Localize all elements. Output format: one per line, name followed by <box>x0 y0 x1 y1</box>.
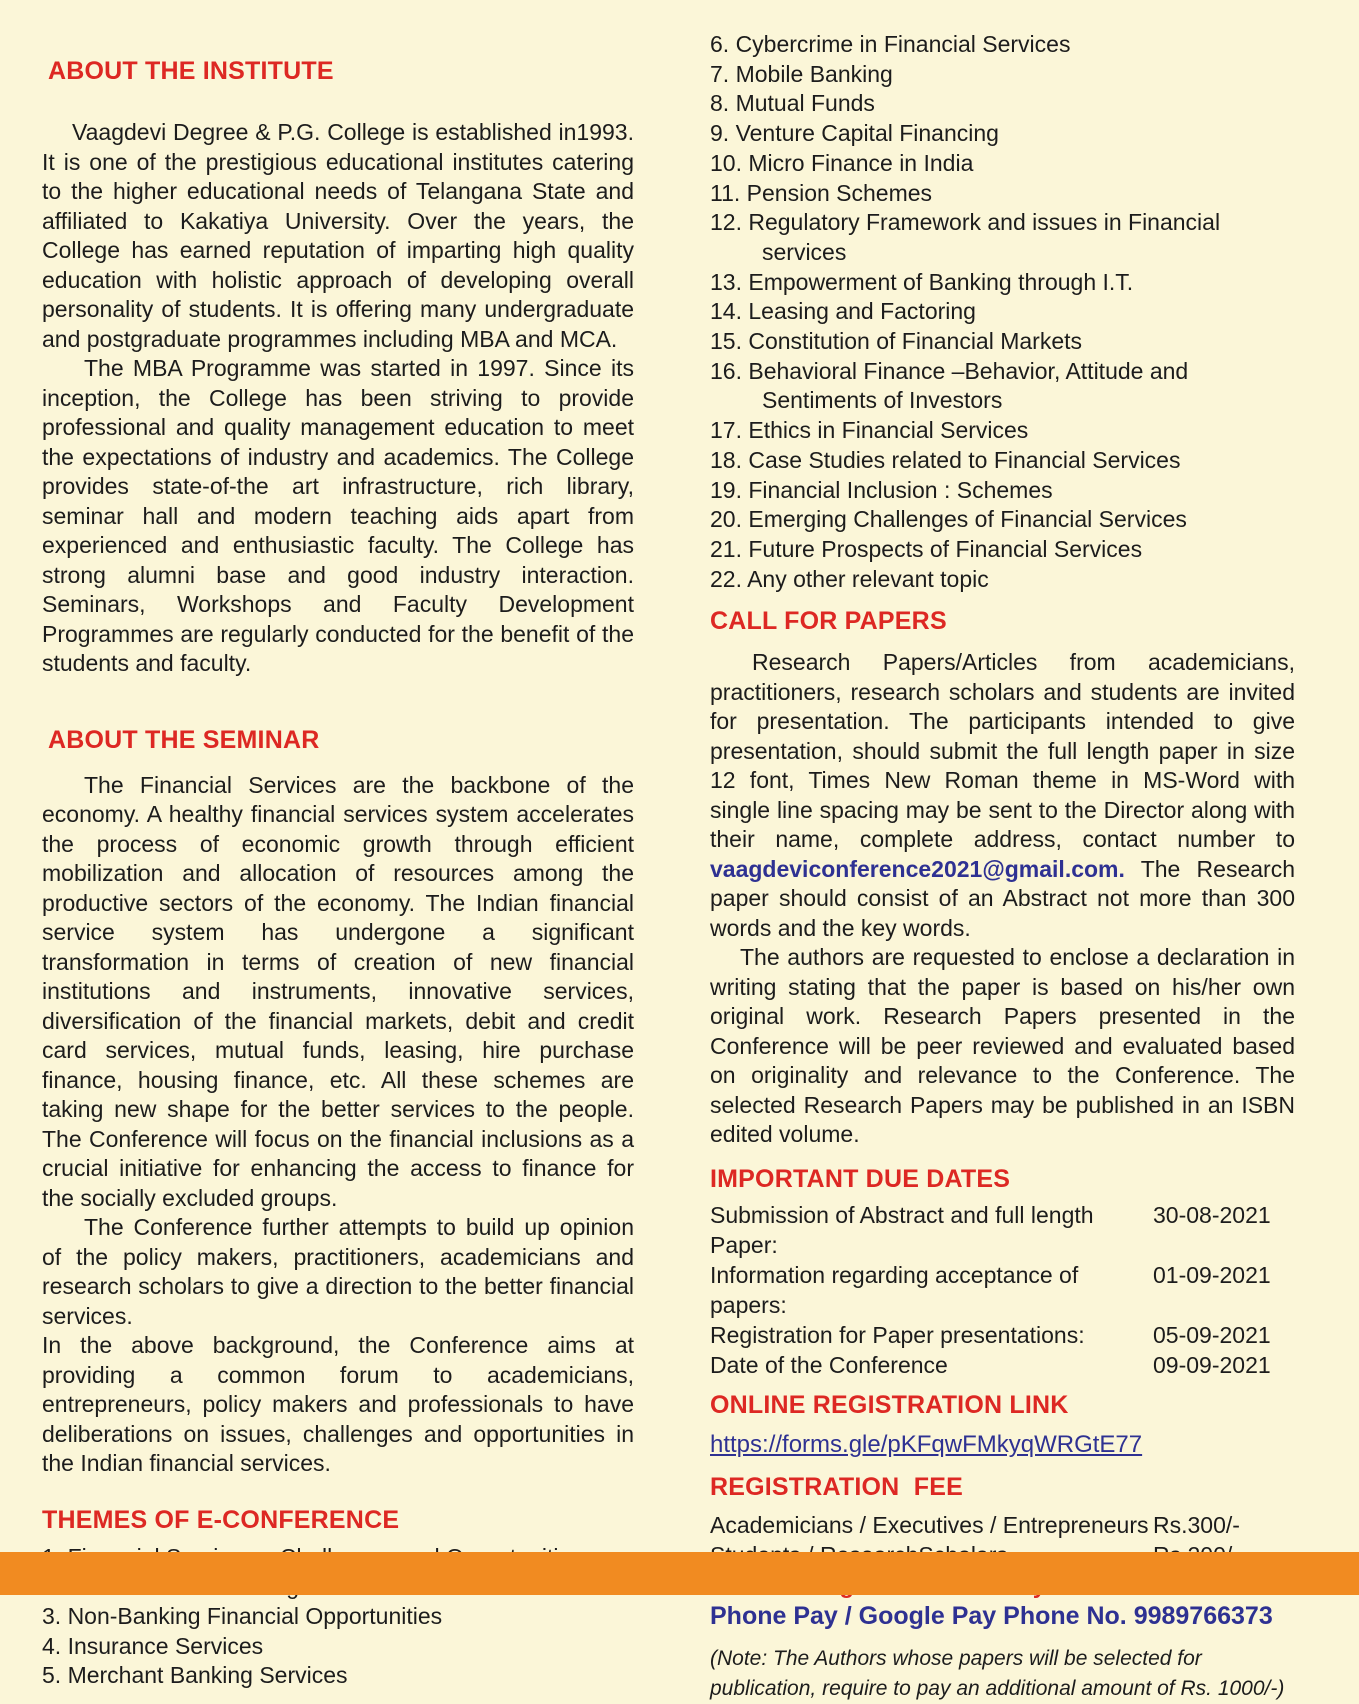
due-date-row <box>710 1320 1295 1350</box>
fee-amount: Rs.300/- <box>1153 1511 1240 1538</box>
due-date-label: Information regarding acceptance of papers: <box>710 1261 1079 1318</box>
registration-form-link[interactable]: https://forms.gle/pKFqwFMkyqWRGtE77 <box>710 1430 1143 1458</box>
cfp-text-after-email: The Research paper should consist of an Abstract not more than 300 words and the key words. <box>710 855 1295 941</box>
due-date-label: Date of the Conference <box>710 1351 948 1378</box>
publication-note: (Note: The Authors whose papers will be selected for publication, require to pay an additional amount of Rs. 1000/-) <box>710 1646 1285 1700</box>
theme-item: 21. Future Prospects of Financial Services <box>710 535 1143 562</box>
online-registration-heading: ONLINE REGISTRATION LINK <box>710 1390 1069 1419</box>
about-institute-paragraph-1: Vaagdevi Degree & P.G. College is established in1993. It is one of the prestigious educational institutes catering to the higher educational needs of Telangana State and affiliated to Kakatiya University. Over the years, the College has earned reputation of imparting high quality education with holistic approach of developing overall personality of students. It is offering many undergraduate and postgraduate programmes including MBA and MCA. <box>42 119 634 352</box>
left-column <box>42 0 634 1704</box>
theme-item: 8. Mutual Funds <box>710 90 875 117</box>
theme-item: 18. Case Studies related to Financial Services <box>710 446 1181 473</box>
about-institute-paragraph-2: The MBA Programme was started in 1997. Since its inception, the College has been striving to provide professional and quality management education to meet the expectations of industry and academics. The College provides state-of-the art infrastructure, rich library, seminar hall and modern teaching aids apart from experienced and enthusiastic faculty. The College has strong alumni base and good industry interaction. Seminars, Workshops and Faculty Development Programmes are regularly conducted for the benefit of the students and faculty. <box>42 355 634 676</box>
theme-item: 6. Cybercrime in Financial Services <box>710 31 1071 57</box>
footer-orange-bar <box>0 1552 1359 1595</box>
due-date-row <box>710 1200 1295 1260</box>
theme-item: 22. Any other relevant topic <box>710 565 989 592</box>
themes-heading: THEMES OF E-CONFERENCE <box>42 1505 400 1534</box>
theme-item: 19. Financial Inclusion : Schemes <box>710 476 1053 503</box>
conference-email-link[interactable]: vaagdeviconference2021@gmail.com. <box>710 855 1125 882</box>
about-seminar-paragraph-2: The Conference further attempts to build up opinion of the policy makers, practitioners, academicians and research scholars to give a direction to the better financial services. <box>42 1214 634 1329</box>
right-column <box>710 0 1295 1704</box>
about-seminar-heading: ABOUT THE SEMINAR <box>48 725 320 754</box>
due-date-row <box>710 1260 1295 1320</box>
due-date-value: 09-09-2021 <box>1153 1351 1271 1378</box>
theme-item: 17. Ethics in Financial Services <box>710 417 1029 444</box>
due-date-value: 05-09-2021 <box>1153 1321 1271 1348</box>
about-seminar-paragraph-3: In the above background, the Conference aims at providing a common forum to academicians, entrepreneurs, policy makers and professionals to have deliberations on issues, challenges and opportunities in the Indian financial services. <box>42 1332 634 1476</box>
theme-item: 12. Regulatory Framework and issues in Financial services <box>710 209 1221 265</box>
about-seminar-paragraph-1: The Financial Services are the backbone of the economy. A healthy financial services system accelerates the process of economic growth through efficient mobilization and allocation of resources among the productive sectors of the economy. The Indian financial service system has undergone a significant transformation in terms of creation of new financial institutions and instruments, innovative services, diversification of the financial markets, debit and credit card services, mutual funds, leasing, hire purchase finance, housing finance, etc. All these schemes are taking new shape for the better services to the people. The Conference will focus on the financial inclusions as a crucial initiative for enhancing the access to finance for the socially excluded groups. <box>42 771 634 1211</box>
fee-category-label: Academicians / Executives / Entrepreneurs <box>710 1511 1149 1538</box>
theme-item: 3. Non-Banking Financial Opportunities <box>42 1602 443 1629</box>
fee-row <box>710 1510 1295 1540</box>
due-date-value: 30-08-2021 <box>1153 1201 1271 1228</box>
theme-item: 4. Insurance Services <box>42 1632 264 1659</box>
important-due-dates-heading: IMPORTANT DUE DATES <box>710 1164 1011 1193</box>
about-institute-heading: ABOUT THE INSTITUTE <box>48 57 334 85</box>
theme-item: 9. Venture Capital Financing <box>710 120 999 147</box>
theme-item: 15. Constitution of Financial Markets <box>710 328 1083 355</box>
registration-fee-heading: REGISTRATION FEE <box>710 1472 963 1501</box>
call-for-papers-paragraph-2: The authors are requested to enclose a declaration in writing stating that the paper is based on his/her own original work. Research Papers presented in the Conference will be peer reviewed and evaluated based on originality and relevance to the Conference. The selected Research Papers may be published in an ISBN edited volume. <box>710 944 1295 1148</box>
cfp-text-before-email: Research Papers/Articles from academicians, practitioners, research scholars and students are invited for presentation. The participants intended to give presentation, should submit the full length paper in size 12 font, Times New Roman theme in MS-Word with single line spacing may be sent to the Director along with their name, complete address, contact number to <box>710 649 1295 853</box>
due-date-value: 01-09-2021 <box>1153 1261 1271 1288</box>
themes-list-continued <box>710 30 1295 594</box>
theme-item: 16. Behavioral Finance –Behavior, Attitude and Sentiments of Investors <box>710 357 1189 414</box>
theme-item: 7. Mobile Banking <box>710 60 893 87</box>
theme-item: 10. Micro Finance in India <box>710 149 974 176</box>
call-for-papers-paragraph-1 <box>710 648 1295 943</box>
due-date-label: Registration for Paper presentations: <box>710 1321 1085 1348</box>
call-for-papers-heading: CALL FOR PAPERS <box>710 607 947 636</box>
payment-phone-number: Phone Pay / Google Pay Phone No. 9989766373 <box>710 1601 1273 1630</box>
theme-item: 5. Merchant Banking Services <box>42 1662 348 1689</box>
theme-item: 14. Leasing and Factoring <box>710 298 976 325</box>
theme-item: 20. Emerging Challenges of Financial Services <box>710 506 1187 533</box>
theme-item: 13. Empowerment of Banking through I.T. <box>710 268 1134 295</box>
due-dates-table <box>710 1200 1295 1380</box>
theme-item: 11. Pension Schemes <box>710 179 933 206</box>
due-date-row <box>710 1350 1295 1380</box>
due-date-label: Submission of Abstract and full length Paper: <box>710 1201 1094 1258</box>
